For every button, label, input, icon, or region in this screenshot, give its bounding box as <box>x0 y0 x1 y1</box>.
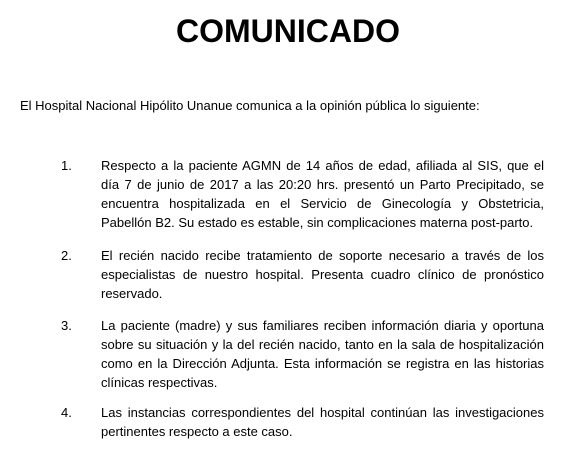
item-text: Las instancias correspondientes del hospital continúan las investigaciones pertinentes respecto a este caso. <box>101 405 544 439</box>
item-number: 4. <box>61 405 72 420</box>
item-text: Respecto a la paciente AGMN de 14 años de edad, afiliada al SIS, que el día 7 de junio de 2017 a las 20:20 hrs. presentó un Parto Precipitado, se encuentra hospitalizada en el Servicio de Ginecología y Obstetricia, Pabellón B2. Su estado es estable, sin complicaciones materna post-parto. <box>101 158 544 230</box>
item-text: El recién nacido recibe tratamiento de soporte necesario a través de los especialistas de nuestro hospital. Presenta cuadro clínico de pronóstico reservado. <box>101 248 544 301</box>
document-title: COMUNICADO <box>176 13 400 49</box>
item-number: 2. <box>61 248 72 263</box>
item-number: 3. <box>61 318 72 333</box>
item-text: La paciente (madre) y sus familiares reciben información diaria y oportuna sobre su situación y la del recién nacido, tanto en la sala de hospitalización como en la Dirección Adjunta. Esta información se registra en las historias clínicas respectivas. <box>101 318 544 390</box>
item-number: 1. <box>61 158 72 173</box>
intro-paragraph: El Hospital Nacional Hipólito Unanue comunica a la opinión pública lo siguiente: <box>20 98 480 113</box>
